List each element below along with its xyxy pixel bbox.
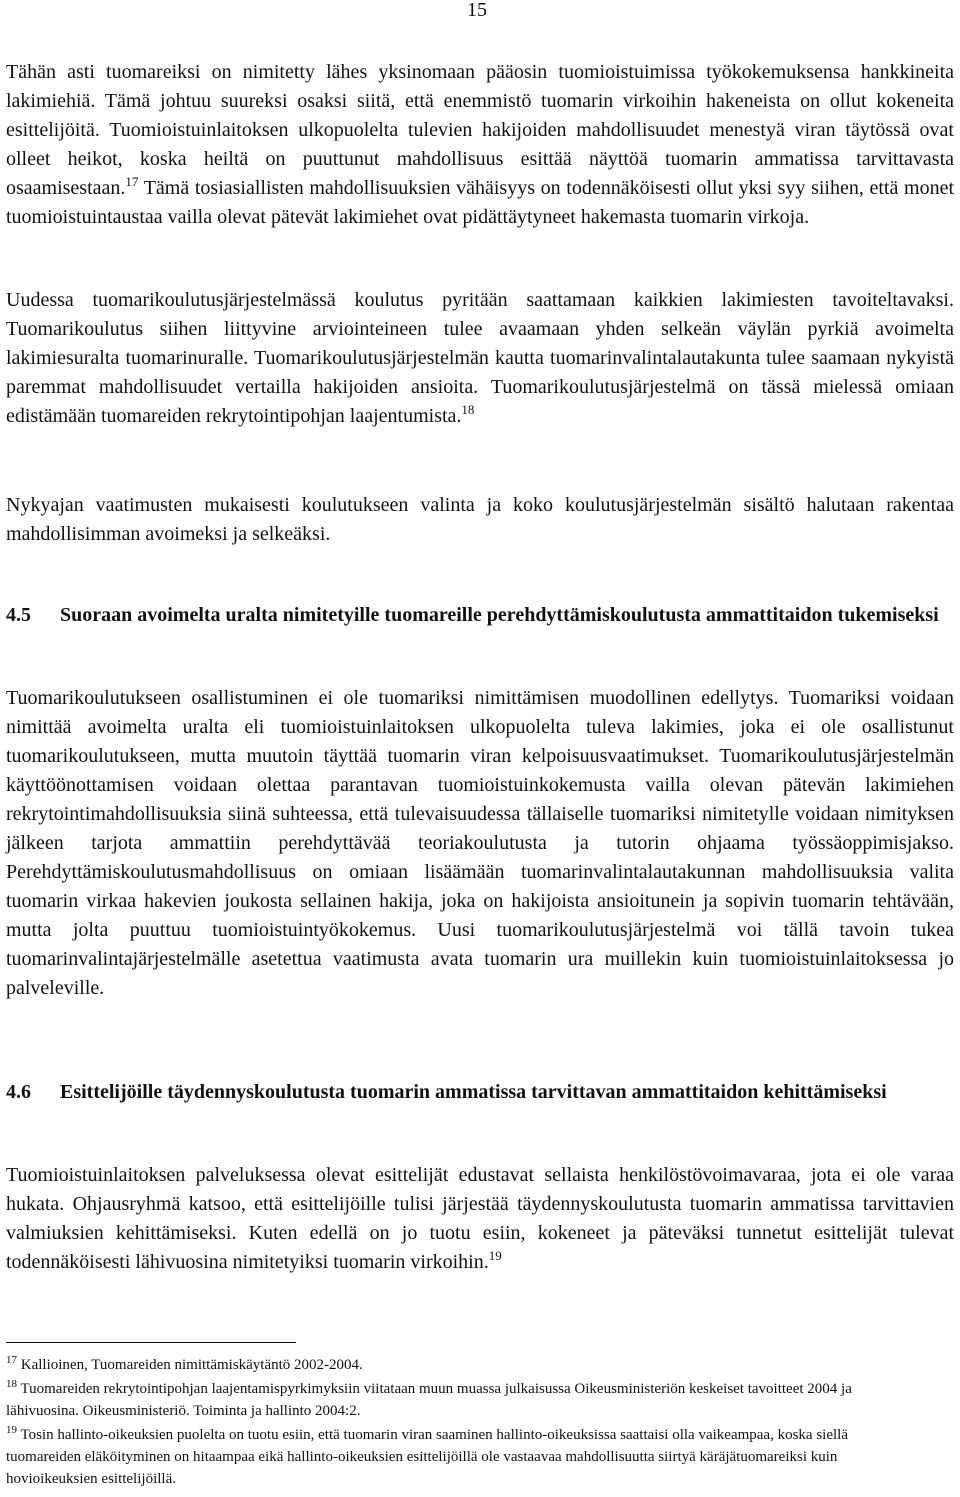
- paragraph-2-text: Uudessa tuomarikoulutusjärjestelmässä koulutus pyritään saattamaan kaikkien lakimiesten tavoiteltavaksi. Tuomarikoulutus siihen liittyvine arviointeineen tulee avaamaan yhden selkeän väylän pyrkiä avoimelta lakimiesuralta tuomarinuralle. Tuomarikoulutusjärjestelmän kautta tuomarinvalintalautakunta tulee saamaan nykyistä paremmat mahdollisuudet vertailla hakijoiden ansioita. Tuomarikoulutusjärjestelmä on tässä mielessä omiaan edistämään tuomareiden rekrytointipohjan laajentumista.: [6, 289, 954, 427]
- footnote-ref-18[interactable]: 18: [461, 402, 475, 417]
- footnote-17: [6, 1354, 906, 1376]
- paragraph-1-text-b: Tämä tosiasiallisten mahdollisuuksien vähäisyys on todennäköisesti ollut yksi syy siihen, että monet tuomioistuintaustaa vailla olevat pätevät lakimiehet ovat pidättäytyneet hakemasta tuomarin virkoja.: [6, 177, 954, 228]
- section-heading-4-6: [6, 1077, 954, 1107]
- paragraph-5: [6, 1161, 954, 1277]
- footnote-number: 18: [6, 1378, 17, 1390]
- paragraph-1-text-a: Tähän asti tuomareiksi on nimitetty lähes yksinomaan pääosin tuomioistuimissa työkokemuksensa hankkineita lakimiehiä. Tämä johtuu suureksi osaksi siitä, että enemmistö tuomarin virkoihin hakeneista on ollut kokeneita esittelijöitä. Tuomioistuinlaitoksen ulkopuolelta tulevien hakijoiden mahdollisuudet menestyä viran täytössä ovat olleet heikot, koska heiltä on puuttunut mahdollisuus esittää näyttöä tuomarin ammatissa tarvittavasta osaamisestaan.: [6, 61, 954, 199]
- page-number: 15: [467, 0, 487, 21]
- paragraph-5-text: Tuomioistuinlaitoksen palveluksessa olevat esittelijät edustavat sellaista henkilöstövoimavaraa, jota ei ole varaa hukata. Ohjausryhmä katsoo, että esittelijöille tulisi järjestää täydennyskoulutusta tuomarin ammatissa tarvittavien valmiuksien kehittämiseksi. Kuten edellä on jo tuotu esiin, kokeneet ja päteväksi tunnetut esittelijät tulevat todennäköisesti lähivuosina nimitetyiksi tuomarin virkoihin.: [6, 1164, 954, 1273]
- paragraph-1: [6, 58, 954, 232]
- footnote-text: Tuomareiden rekrytointipohjan laajentamispyrkimyksiin viitataan muun muassa julkaisussa Oikeusministeriön keskeiset tavoitteet 2004 ja lähivuosina. Oikeusministeriö. Toiminta ja hallinto 2004:2.: [6, 1381, 852, 1419]
- footnote-separator: [6, 1342, 296, 1343]
- paragraph-4-text: Tuomarikoulutukseen osallistuminen ei ole tuomariksi nimittämisen muodollinen edellytys. Tuomariksi voidaan nimittää avoimelta uralta eli tuomioistuinlaitoksen ulkopuolelta tuleva lakimies, joka ei ole osallistunut tuomarikoulutukseen, mutta muutoin täyttää tuomarin viran kelpoisuusvaatimukset. Tuomarikoulutusjärjestelmän käyttöönottamisen voidaan olettaa parantavan tuomioistuinkokemusta vailla olevan pätevän lakimiehen rekrytointimahdollisuuksia siinä suhteessa, että tulevaisuudessa tällaiselle tuomariksi nimitetylle voidaan nimityksen jälkeen tarjota ammattiin perehdyttävää teoriakoulutusta ja tutorin ohjaama työssäoppimisjakso. Perehdyttämiskoulutusmahdollisuus on omiaan lisäämään tuomarinvalintalautakunnan mahdollisuuksia valita tuomarin virkaa hakevien joukosta sellainen hakija, joka on hakijoista ansioitunein ja sopivin tuomarin tehtävään, mutta jolta puuttuu tuomioistuintyökokemus. Uusi tuomarikoulutusjärjestelmä voi tällä tavoin tukea tuomarinvalintajärjestelmälle asetettua vaatimusta avata tuomarin ura muillekin kuin tuomioistuinlaitoksessa jo palveleville.: [6, 687, 954, 999]
- section-title: Esittelijöille täydennyskoulutusta tuomarin ammatissa tarvittavan ammattitaidon kehittämiseksi: [60, 1081, 887, 1103]
- footnote-text: Tosin hallinto-oikeuksien puolelta on tuotu esiin, että tuomarin viran saaminen hallinto-oikeuksissa saattaisi olla vaikeampaa, koska siellä tuomareiden eläköityminen on hitaampaa eikä hallinto-oikeuksien esittelijöillä ole vastaavaa mahdollisuutta siirtyä käräjätuomareiksi kuin hovioikeuksien esittelijöillä.: [6, 1427, 848, 1487]
- footnote-19: [6, 1424, 906, 1490]
- section-number: 4.6: [6, 1081, 31, 1103]
- footnote-18: [6, 1378, 906, 1422]
- paragraph-3: [6, 491, 954, 549]
- footnote-number: 19: [6, 1424, 17, 1436]
- section-number: 4.5: [6, 604, 31, 626]
- paragraph-4: [6, 684, 954, 1003]
- footnote-number: 17: [6, 1354, 17, 1366]
- footnote-ref-19[interactable]: 19: [488, 1248, 502, 1263]
- paragraph-3-text: Nykyajan vaatimusten mukaisesti koulutukseen valinta ja koko koulutusjärjestelmän sisältö halutaan rakentaa mahdollisimman avoimeksi ja selkeäksi.: [6, 494, 954, 545]
- footnote-ref-17[interactable]: 17: [125, 174, 139, 189]
- footnote-text: Kallioinen, Tuomareiden nimittämiskäytäntö 2002-2004.: [20, 1357, 363, 1373]
- section-heading-4-5: [6, 600, 954, 630]
- paragraph-2: [6, 286, 954, 431]
- section-title: Suoraan avoimelta uralta nimitetyille tuomareille perehdyttämiskoulutusta ammattitaidon tukemiseksi: [60, 604, 939, 626]
